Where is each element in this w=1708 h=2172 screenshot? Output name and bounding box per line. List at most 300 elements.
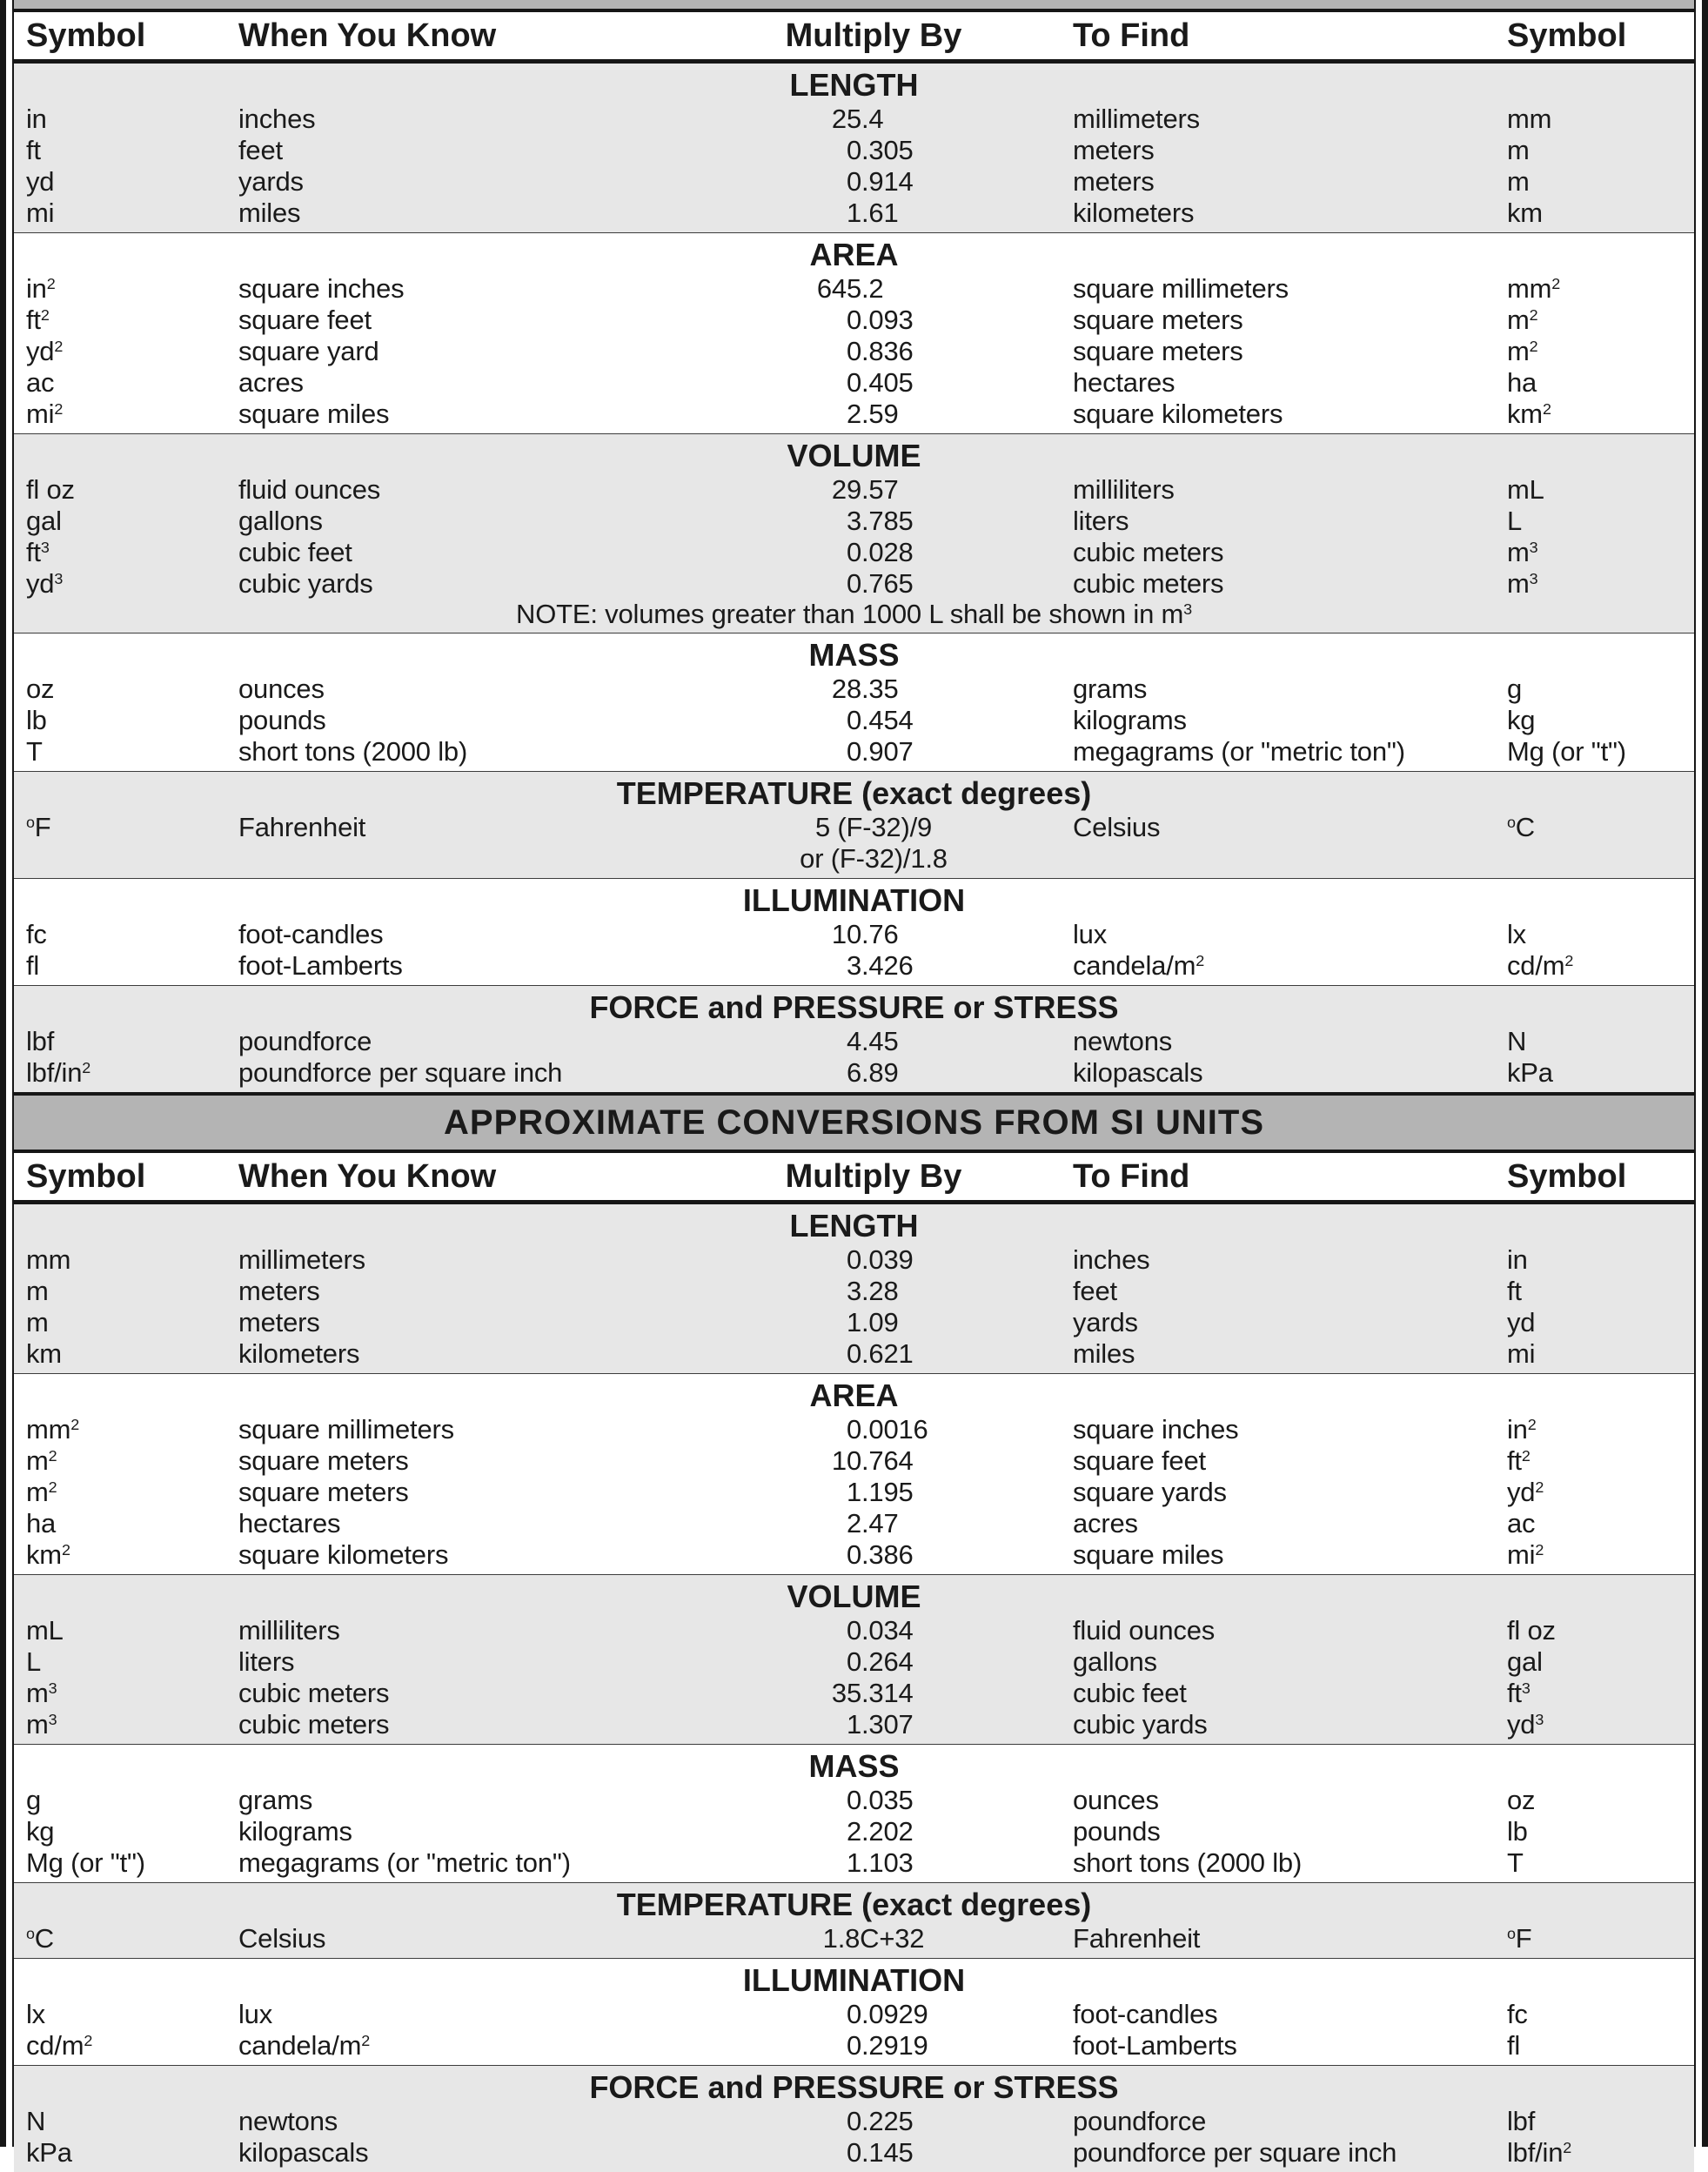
table-row — [14, 1999, 1694, 2030]
cell-when-you-know: kilometers — [238, 1338, 360, 1369]
table-row — [14, 166, 1694, 198]
cell-symbol-from: km — [26, 1338, 62, 1369]
cell-when-you-know: cubic meters — [238, 1678, 390, 1708]
cell-multiply-by: 0.034 — [846, 1615, 914, 1646]
cell-symbol-from: $mi^2$ — [26, 399, 64, 429]
section-rows — [14, 1615, 1694, 1740]
cell-multiply-by: 29.57 — [831, 474, 899, 505]
cell-when-you-know: poundforce per square inch — [238, 1057, 563, 1088]
section-title: FORCE and PRESSURE or STRESS — [589, 989, 1119, 1025]
section-title: ILLUMINATION — [742, 1962, 966, 1998]
section-title: LENGTH — [789, 67, 919, 103]
cell-symbol-to: $mm^2$ — [1507, 273, 1561, 304]
cell-multiply-by: 0.914 — [846, 166, 914, 197]
cell-symbol-to: ft — [1507, 1276, 1522, 1306]
cell-when-you-know: yards — [238, 166, 304, 197]
section-title: MASS — [808, 1748, 900, 1784]
cell-when-you-know: kilopascals — [238, 2137, 369, 2168]
cell-multiply-by: 0.2919 — [846, 2030, 928, 2061]
cell-to-find: yards — [1073, 1307, 1138, 1337]
cell-symbol-to: oz — [1507, 1785, 1536, 1815]
cell-symbol-to: mi — [1507, 1338, 1536, 1369]
cell-when-you-know: lux — [238, 1999, 273, 2029]
table-row — [14, 1923, 1694, 1954]
cell-when-you-know: Fahrenheit — [238, 812, 366, 842]
conversions-from-si-table — [14, 1153, 1694, 2172]
table-row — [14, 1276, 1694, 1307]
section-title: TEMPERATURE (exact degrees) — [616, 775, 1092, 811]
cell-symbol-from: L — [26, 1646, 42, 1677]
table-row — [14, 1539, 1694, 1571]
cell-to-find: cubic meters — [1073, 537, 1224, 567]
cell-multiply-by: 0.454 — [846, 705, 914, 735]
table-row — [14, 1414, 1694, 1445]
cell-multiply-by: 0.386 — [846, 1539, 914, 1570]
cropped-top-banner — [14, 0, 1694, 12]
cell-symbol-from: oz — [26, 674, 55, 704]
cell-multiply-by: 2.202 — [846, 1816, 914, 1847]
cell-symbol-from: mL — [26, 1615, 64, 1646]
section-title: TEMPERATURE (exact degrees) — [616, 1887, 1092, 1922]
si-units-banner-label: APPROXIMATE CONVERSIONS FROM SI UNITS — [444, 1103, 1264, 1142]
cell-symbol-from: N — [26, 2106, 46, 2136]
section-title: MASS — [808, 637, 900, 673]
section-rows — [14, 104, 1694, 229]
cell-multiply-by: 25.4 — [831, 104, 884, 134]
cell-symbol-from: $m^2$ — [26, 1477, 57, 1507]
cell-when-you-know: cubic yards — [238, 568, 373, 599]
cell-when-you-know: pounds — [238, 705, 326, 735]
cell-multiply-by: 10.764 — [831, 1445, 914, 1476]
cell-symbol-to: $^o$C — [1507, 812, 1535, 842]
cell-symbol-from: Mg (or "t") — [26, 1847, 145, 1878]
cell-multiply-by: 0.093 — [846, 305, 914, 335]
cell-multiply-by: 1.09 — [846, 1307, 899, 1337]
header-to-find: To Find — [1073, 17, 1190, 54]
cell-to-find: square feet — [1073, 1445, 1206, 1476]
unit-section — [14, 1373, 1694, 1574]
header-symbol-from: Symbol — [26, 1158, 146, 1195]
cell-symbol-to: N — [1507, 1026, 1527, 1056]
cell-symbol-to: kPa — [1507, 1057, 1553, 1088]
section-rows — [14, 919, 1694, 982]
cell-to-find: lux — [1073, 919, 1108, 949]
inner-frame — [12, 0, 1696, 2168]
cell-symbol-to: $^o$F — [1507, 1923, 1532, 1954]
table-row — [14, 2106, 1694, 2137]
section-title: VOLUME — [787, 1579, 921, 1614]
table-row — [14, 336, 1694, 367]
cell-symbol-from: lb — [26, 705, 47, 735]
cell-symbol-to: $in^2$ — [1507, 1414, 1537, 1445]
section-rows — [14, 1923, 1694, 1954]
cell-when-you-know: foot-Lamberts — [238, 950, 403, 981]
cell-when-you-know: square millimeters — [238, 1414, 454, 1445]
unit-section — [14, 1882, 1694, 1958]
cell-symbol-to: $yd^2$ — [1507, 1477, 1544, 1507]
cell-to-find: square kilometers — [1073, 399, 1283, 429]
table-row — [14, 135, 1694, 166]
cell-symbol-to: lbf/$in^2$ — [1507, 2137, 1572, 2168]
table-row — [14, 950, 1694, 982]
cell-symbol-to: ha — [1507, 367, 1537, 398]
cell-to-find: short tons (2000 lb) — [1073, 1847, 1303, 1878]
cell-when-you-know: cubic meters — [238, 1709, 390, 1740]
cell-when-you-know: candela/$m^2$ — [238, 2030, 371, 2061]
table-row — [14, 1477, 1694, 1508]
cell-symbol-from: kPa — [26, 2137, 72, 2168]
cell-multiply-by: 28.35 — [831, 674, 899, 704]
cell-symbol-to: kg — [1507, 705, 1536, 735]
cell-symbol-from: $yd^3$ — [26, 568, 64, 599]
table-row — [14, 506, 1694, 537]
cell-when-you-know: square meters — [238, 1445, 409, 1476]
cell-symbol-to: fl oz — [1507, 1615, 1556, 1646]
cell-multiply-by: 645.2 — [816, 273, 884, 304]
cell-when-you-know: short tons (2000 lb) — [238, 736, 468, 767]
cell-symbol-to: T — [1507, 1847, 1524, 1878]
cell-when-you-know: gallons — [238, 506, 323, 536]
cell-symbol-to: gal — [1507, 1646, 1543, 1677]
cell-when-you-know: megagrams (or "metric ton") — [238, 1847, 571, 1878]
cell-when-you-know: millimeters — [238, 1244, 365, 1275]
cell-multiply-by: 0.907 — [846, 736, 914, 767]
unit-section — [14, 1204, 1694, 1373]
cell-to-find: milliliters — [1073, 474, 1175, 505]
section-rows — [14, 273, 1694, 430]
header-to-find: To Find — [1073, 1158, 1190, 1195]
cell-to-find: square meters — [1073, 305, 1243, 335]
header-symbol-to: Symbol — [1507, 17, 1627, 54]
cell-to-find: poundforce — [1073, 2106, 1207, 2136]
cell-to-find: meters — [1073, 135, 1155, 165]
cell-when-you-know: square yard — [238, 336, 379, 366]
cell-when-you-know: acres — [238, 367, 304, 398]
cell-when-you-know: Celsius — [238, 1923, 326, 1954]
table-row — [14, 2137, 1694, 2169]
cell-multiply-by: 0.0016 — [846, 1414, 928, 1445]
cell-symbol-to: $m^3$ — [1507, 537, 1538, 567]
table-row — [14, 1508, 1694, 1539]
cell-multiply-by: 2.47 — [846, 1508, 899, 1538]
cell-multiply-by: 10.76 — [831, 919, 899, 949]
table-header-row — [14, 12, 1694, 64]
cell-symbol-from: m — [26, 1307, 49, 1337]
cell-to-find: gallons — [1073, 1646, 1157, 1677]
cell-symbol-from: $cd/m^2$ — [26, 2030, 93, 2061]
cell-symbol-to: m — [1507, 166, 1530, 197]
cell-symbol-from: $ft^2$ — [26, 305, 50, 335]
section-title: FORCE and PRESSURE or STRESS — [589, 2069, 1119, 2105]
cell-to-find: grams — [1073, 674, 1148, 704]
table-row — [14, 1847, 1694, 1879]
table-row — [14, 1307, 1694, 1338]
cell-symbol-to: $km^2$ — [1507, 399, 1551, 429]
cell-when-you-know: grams — [238, 1785, 313, 1815]
table-row — [14, 919, 1694, 950]
cell-symbol-from: ft — [26, 135, 41, 165]
table-row — [14, 367, 1694, 399]
header-multiply-by: Multiply By — [785, 17, 962, 54]
table-sections — [14, 1204, 1694, 2172]
cell-to-find: square millimeters — [1073, 273, 1289, 304]
table-row — [14, 198, 1694, 229]
cell-symbol-to: m — [1507, 135, 1530, 165]
section-title: LENGTH — [789, 1208, 919, 1244]
cell-to-find: candela/$m^2$ — [1073, 950, 1205, 981]
cell-when-you-know: hectares — [238, 1508, 341, 1538]
section-title: AREA — [809, 237, 899, 272]
cell-multiply-by: 2.59 — [846, 399, 899, 429]
cell-to-find: square inches — [1073, 1414, 1239, 1445]
cell-to-find: megagrams (or "metric ton") — [1073, 736, 1405, 767]
cell-multiply-by: 0.264 — [846, 1646, 914, 1677]
table-row — [14, 1445, 1694, 1477]
cell-when-you-know: square inches — [238, 273, 405, 304]
table-row — [14, 674, 1694, 705]
table-row — [14, 104, 1694, 135]
cell-when-you-know: newtons — [238, 2106, 338, 2136]
cell-symbol-to: fl — [1507, 2030, 1521, 2061]
section-rows — [14, 1414, 1694, 1571]
table-row — [14, 273, 1694, 305]
cell-multiply-by: 5 (F-32)/9 or (F-32)/1.8 — [800, 812, 948, 874]
cell-when-you-know: liters — [238, 1646, 295, 1677]
cell-symbol-from: ha — [26, 1508, 57, 1538]
cell-symbol-from: $km^2$ — [26, 1539, 70, 1570]
cell-to-find: foot-Lamberts — [1073, 2030, 1237, 2061]
cell-when-you-know: square meters — [238, 1477, 409, 1507]
cell-multiply-by: 35.314 — [831, 1678, 914, 1708]
cell-to-find: square yards — [1073, 1477, 1227, 1507]
table-row — [14, 1785, 1694, 1816]
cell-symbol-to: g — [1507, 674, 1523, 704]
cell-symbol-from: $mm^2$ — [26, 1414, 80, 1445]
table-header-row — [14, 1153, 1694, 1204]
cell-multiply-by: 1.8C+32 — [822, 1923, 925, 1954]
table-row — [14, 537, 1694, 568]
cell-symbol-to: km — [1507, 198, 1543, 228]
cell-when-you-know: miles — [238, 198, 301, 228]
cell-symbol-to: $mi^2$ — [1507, 1539, 1544, 1570]
cell-symbol-to: $yd^3$ — [1507, 1709, 1544, 1740]
cell-to-find: foot-candles — [1073, 1999, 1218, 2029]
table-row — [14, 568, 1694, 600]
cell-to-find: feet — [1073, 1276, 1117, 1306]
cell-when-you-know: kilograms — [238, 1816, 352, 1847]
cell-symbol-to: $ft^3$ — [1507, 1678, 1531, 1708]
table-row — [14, 474, 1694, 506]
cell-symbol-to: ac — [1507, 1508, 1536, 1538]
cell-symbol-from: $^o$C — [26, 1923, 54, 1954]
table-row — [14, 812, 1694, 875]
cell-symbol-from: fl oz — [26, 474, 75, 505]
cell-when-you-know: meters — [238, 1307, 320, 1337]
unit-section — [14, 633, 1694, 771]
cell-to-find: square meters — [1073, 336, 1243, 366]
section-rows — [14, 812, 1694, 875]
cell-multiply-by: 0.305 — [846, 135, 914, 165]
cell-when-you-know: cubic feet — [238, 537, 352, 567]
cell-symbol-from: in — [26, 104, 47, 134]
cell-multiply-by: 1.103 — [846, 1847, 914, 1878]
cell-multiply-by: 1.195 — [846, 1477, 914, 1507]
cell-symbol-from: yd — [26, 166, 55, 197]
cell-when-you-know: foot-candles — [238, 919, 384, 949]
table-row — [14, 705, 1694, 736]
cell-symbol-from: kg — [26, 1816, 55, 1847]
cell-symbol-from: $yd^2$ — [26, 336, 64, 366]
section-title: ILLUMINATION — [742, 882, 966, 918]
header-multiply-by: Multiply By — [785, 1158, 962, 1195]
table-row — [14, 1816, 1694, 1847]
cell-multiply-by: 0.035 — [846, 1785, 914, 1815]
cell-symbol-from: $m^2$ — [26, 1445, 57, 1476]
cell-to-find: inches — [1073, 1244, 1150, 1275]
section-rows — [14, 1026, 1694, 1089]
unit-section — [14, 1744, 1694, 1882]
cell-when-you-know: meters — [238, 1276, 320, 1306]
cell-multiply-by: 0.836 — [846, 336, 914, 366]
cell-symbol-to: lb — [1507, 1816, 1528, 1847]
cell-when-you-know: square kilometers — [238, 1539, 449, 1570]
unit-section — [14, 64, 1694, 232]
section-rows — [14, 1244, 1694, 1370]
section-note: NOTE: volumes greater than 1000 L shall be shown in $m^3$ — [516, 599, 1192, 629]
cell-to-find: kilometers — [1073, 198, 1195, 228]
cell-to-find: cubic meters — [1073, 568, 1224, 599]
cell-symbol-to: in — [1507, 1244, 1528, 1275]
cell-symbol-to: $m^2$ — [1507, 336, 1538, 366]
section-rows — [14, 474, 1694, 600]
cell-symbol-to: $m^3$ — [1507, 568, 1538, 599]
unit-section — [14, 2065, 1694, 2172]
cell-multiply-by: 0.225 — [846, 2106, 914, 2136]
table-row — [14, 1057, 1694, 1089]
cell-to-find: millimeters — [1073, 104, 1200, 134]
cell-to-find: liters — [1073, 506, 1129, 536]
cell-when-you-know: poundforce — [238, 1026, 372, 1056]
cell-symbol-from: g — [26, 1785, 42, 1815]
table-row — [14, 736, 1694, 768]
table-row — [14, 1709, 1694, 1740]
unit-section — [14, 232, 1694, 433]
cell-symbol-from: $ft^3$ — [26, 537, 50, 567]
cell-multiply-by: 1.307 — [846, 1709, 914, 1740]
cell-multiply-by: 0.028 — [846, 537, 914, 567]
cell-symbol-from: mm — [26, 1244, 71, 1275]
unit-section — [14, 985, 1694, 1092]
cell-symbol-to: $cd/m^2$ — [1507, 950, 1574, 981]
cell-symbol-to: yd — [1507, 1307, 1536, 1337]
cell-symbol-from: lbf — [26, 1026, 55, 1056]
cell-symbol-from: gal — [26, 506, 62, 536]
cell-symbol-to: fc — [1507, 1999, 1528, 2029]
cell-symbol-to: lbf — [1507, 2106, 1536, 2136]
cell-to-find: kilograms — [1073, 705, 1187, 735]
cell-symbol-from: fc — [26, 919, 47, 949]
cell-multiply-by: 0.145 — [846, 2137, 914, 2168]
table-row — [14, 1678, 1694, 1709]
cell-to-find: fluid ounces — [1073, 1615, 1216, 1646]
cell-to-find: ounces — [1073, 1785, 1159, 1815]
cell-multiply-by: 4.45 — [846, 1026, 899, 1056]
cell-multiply-by: 3.426 — [846, 950, 914, 981]
cell-symbol-to: $ft^2$ — [1507, 1445, 1531, 1476]
cell-symbol-from: m — [26, 1276, 49, 1306]
cell-symbol-from: lbf/$in^2$ — [26, 1057, 91, 1088]
cell-symbol-to: L — [1507, 506, 1523, 536]
cell-symbol-to: mm — [1507, 104, 1552, 134]
section-rows — [14, 674, 1694, 768]
cell-symbol-from: ac — [26, 367, 55, 398]
cell-to-find: Fahrenheit — [1073, 1923, 1201, 1954]
unit-section — [14, 771, 1694, 878]
cell-when-you-know: square feet — [238, 305, 372, 335]
cell-when-you-know: milliliters — [238, 1615, 340, 1646]
unit-section — [14, 878, 1694, 985]
unit-section — [14, 1574, 1694, 1744]
cell-to-find: miles — [1073, 1338, 1135, 1369]
cell-symbol-to: mL — [1507, 474, 1544, 505]
header-when-you-know: When You Know — [238, 17, 497, 54]
cell-symbol-from: $in^2$ — [26, 273, 56, 304]
cell-to-find: newtons — [1073, 1026, 1173, 1056]
cell-to-find: Celsius — [1073, 812, 1161, 842]
cell-to-find: cubic yards — [1073, 1709, 1208, 1740]
cell-symbol-from: $^o$F — [26, 812, 51, 842]
cell-symbol-to: Mg (or "t") — [1507, 736, 1626, 767]
cell-when-you-know: inches — [238, 104, 316, 134]
cell-to-find: kilopascals — [1073, 1057, 1203, 1088]
table-row — [14, 2030, 1694, 2061]
cell-multiply-by: 0.039 — [846, 1244, 914, 1275]
header-when-you-know: When You Know — [238, 1158, 497, 1195]
table-sections — [14, 64, 1694, 1092]
cell-multiply-by: 3.785 — [846, 506, 914, 536]
table-row — [14, 1026, 1694, 1057]
section-rows — [14, 1999, 1694, 2061]
table-row — [14, 1615, 1694, 1646]
table-row — [14, 1646, 1694, 1678]
cell-symbol-to: lx — [1507, 919, 1526, 949]
cell-to-find: acres — [1073, 1508, 1138, 1538]
cell-symbol-from: $m^3$ — [26, 1678, 57, 1708]
cell-symbol-from: T — [26, 736, 43, 767]
section-title: AREA — [809, 1378, 899, 1413]
cell-multiply-by: 6.89 — [846, 1057, 899, 1088]
cell-symbol-from: fl — [26, 950, 40, 981]
cell-symbol-from: $m^3$ — [26, 1709, 57, 1740]
table-row — [14, 305, 1694, 336]
cell-symbol-to: $m^2$ — [1507, 305, 1538, 335]
cell-when-you-know: feet — [238, 135, 283, 165]
cell-when-you-know: ounces — [238, 674, 325, 704]
cell-when-you-know: square miles — [238, 399, 390, 429]
cell-multiply-by: 0.405 — [846, 367, 914, 398]
cell-multiply-by: 1.61 — [846, 198, 899, 228]
cell-to-find: cubic feet — [1073, 1678, 1187, 1708]
cell-multiply-by: 0.765 — [846, 568, 914, 599]
cell-symbol-from: mi — [26, 198, 55, 228]
section-title: VOLUME — [787, 438, 921, 473]
conversions-to-si-table — [14, 12, 1694, 1092]
cell-when-you-know: fluid ounces — [238, 474, 381, 505]
cell-to-find: hectares — [1073, 367, 1176, 398]
table-row — [14, 399, 1694, 430]
cell-to-find: square miles — [1073, 1539, 1224, 1570]
si-units-banner — [14, 1092, 1694, 1153]
